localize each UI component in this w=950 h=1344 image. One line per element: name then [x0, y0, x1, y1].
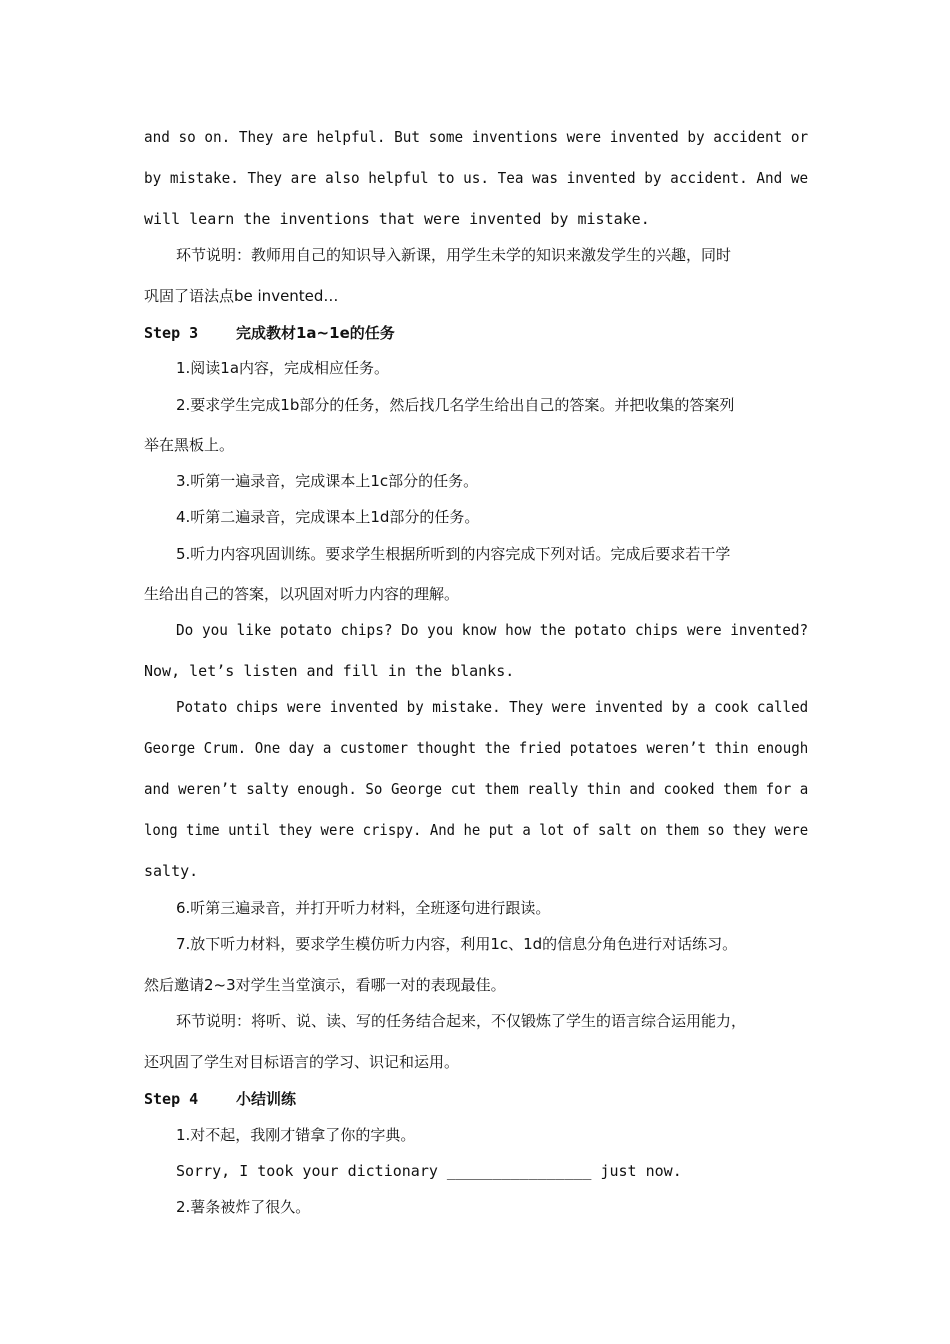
step3-item-7-line-2: 然后邀请2~3对学生当堂演示，看哪一对的表现最佳。	[144, 976, 506, 994]
step3-title: 完成教材1a~1e的任务	[236, 324, 395, 342]
step3-item-7-line-1: 7.放下听力材料，要求学生模仿听力内容，利用1c、1d的信息分角色进行对话练习。	[176, 935, 738, 953]
intro-line-2: by mistake. They are also helpful to us. Tea was invented by accident. And we	[144, 169, 809, 187]
step4-heading	[144, 1089, 808, 1109]
step4-exercise-1-en: Sorry, I took your dictionary ________________ just now.	[176, 1162, 682, 1180]
passage-line-4: long time until they were crispy. And he put a lot of salt on them so they were	[144, 821, 809, 839]
step3-item-2-line-1: 2.要求学生完成1b部分的任务，然后找几名学生给出自己的答案。并把收集的答案列	[176, 396, 735, 414]
step3-item-3: 3.听第一遍录音，完成课本上1c部分的任务。	[176, 472, 479, 490]
passage-line-1: Potato chips were invented by mistake. They were invented by a cook called	[176, 698, 809, 716]
step3-item-5-line-2: 生给出自己的答案，以巩固对听力内容的理解。	[144, 585, 460, 603]
step3-item-1: 1.阅读1a内容，完成相应任务。	[176, 359, 390, 377]
step3-label: Step 3	[144, 324, 199, 342]
step4-exercise-2-cn: 2.薯条被炸了很久。	[176, 1198, 311, 1216]
step3-item-4: 4.听第二遍录音，完成课本上1d部分的任务。	[176, 508, 480, 526]
intro-line-3: will learn the inventions that were invented by mistake.	[144, 210, 650, 228]
dialog-line-1: Do you like potato chips? Do you know how the potato chips were invented?	[176, 621, 809, 639]
intro-note-line-1: 环节说明：教师用自己的知识导入新课，用学生未学的知识来激发学生的兴趣，同时	[176, 246, 732, 264]
step4-label: Step 4	[144, 1090, 199, 1108]
step3-heading	[144, 323, 808, 343]
passage-line-3: and weren’t salty enough. So George cut them really thin and cooked them for a	[144, 780, 809, 798]
step4-exercise-1-cn: 1.对不起，我刚才错拿了你的字典。	[176, 1126, 416, 1144]
intro-note-line-2: 巩固了语法点be invented…	[144, 287, 339, 305]
step3-item-6: 6.听第三遍录音，并打开听力材料，全班逐句进行跟读。	[176, 899, 551, 917]
intro-line-1: and so on. They are helpful. But some inventions were invented by accident or	[144, 128, 809, 146]
step4-title: 小结训练	[236, 1090, 297, 1108]
dialog-line-2: Now, let’s listen and fill in the blanks.	[144, 662, 515, 680]
passage-line-5: salty.	[144, 862, 199, 880]
step3-note-line-2: 还巩固了学生对目标语言的学习、识记和运用。	[144, 1053, 460, 1071]
step3-item-5-line-1: 5.听力内容巩固训练。要求学生根据所听到的内容完成下列对话。完成后要求若干学	[176, 545, 731, 563]
step3-note-line-1: 环节说明：将听、说、读、写的任务结合起来，不仅锻炼了学生的语言综合运用能力，	[176, 1012, 747, 1030]
step3-item-2-line-2: 举在黑板上。	[144, 436, 235, 454]
passage-line-2: George Crum. One day a customer thought the fried potatoes weren’t thin enough	[144, 739, 809, 757]
